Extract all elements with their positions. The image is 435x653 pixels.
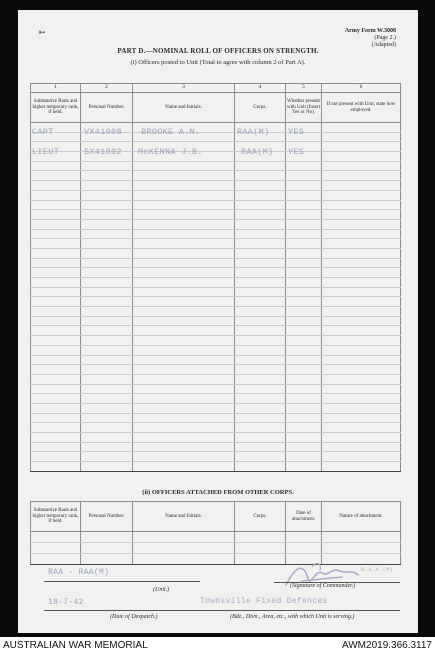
table-cell: [235, 287, 286, 297]
table-cell: [81, 423, 133, 433]
table-row: [31, 384, 401, 394]
table-row: [31, 355, 401, 365]
table-cell: [286, 423, 322, 433]
table-cell: [81, 365, 133, 375]
table-cell: [235, 413, 286, 423]
header-corps: Corps.: [235, 502, 286, 532]
table-cell: [31, 258, 81, 268]
table-cell: [286, 219, 322, 229]
entry-name: McKENNA J.B.: [138, 147, 203, 157]
table-cell: [286, 248, 322, 258]
table-row: [31, 413, 401, 423]
table-cell: [31, 316, 81, 326]
table-cell: [133, 374, 235, 384]
header-employment: If not present with Unit, state how employed.: [322, 93, 401, 123]
table-cell: [81, 442, 133, 452]
table-cell: [133, 278, 235, 288]
table-cell: [31, 297, 81, 307]
table-cell: [133, 462, 235, 472]
form-page: [18, 10, 418, 633]
table-cell: [81, 384, 133, 394]
table-cell: [286, 365, 322, 375]
table-cell: [31, 307, 81, 317]
table-cell: [235, 239, 286, 249]
table-cell: [286, 384, 322, 394]
table-cell: [81, 219, 133, 229]
column-number: 1: [31, 84, 81, 93]
table-cell: [322, 123, 401, 133]
table-cell: [235, 258, 286, 268]
header-rank: Substantive Rank and higher temporary rank, if held.: [31, 502, 81, 532]
table-row: [31, 161, 401, 171]
table-cell: [31, 287, 81, 297]
table-cell: [235, 229, 286, 239]
table-row: [31, 462, 401, 472]
table-cell: [322, 365, 401, 375]
table-cell: [81, 374, 133, 384]
header-name: Name and Initials.: [133, 93, 235, 123]
table-cell: [81, 543, 133, 554]
table-cell: [286, 413, 322, 423]
table-cell: [235, 210, 286, 220]
table-cell: [235, 365, 286, 375]
table-cell: [322, 413, 401, 423]
date-handwritten: 18-7-42: [48, 598, 84, 607]
table-cell: [286, 278, 322, 288]
table-cell: [31, 365, 81, 375]
table-cell: [133, 326, 235, 336]
table-cell: [286, 200, 322, 210]
table-cell: [31, 326, 81, 336]
table-row: [31, 365, 401, 375]
table-cell: [81, 433, 133, 443]
header-corps: Corps.: [235, 93, 286, 123]
entry-number: SX41002: [84, 147, 122, 157]
table-cell: [31, 336, 81, 346]
table-cell: [322, 132, 401, 142]
column-number: 5: [286, 84, 322, 93]
table-row: [31, 326, 401, 336]
table-cell: [286, 462, 322, 472]
table-cell: [133, 532, 235, 543]
table-cell: [286, 297, 322, 307]
table-cell: [31, 190, 81, 200]
punch-hole-mark: ➳: [38, 27, 46, 37]
table-row: [31, 316, 401, 326]
table-cell: [81, 345, 133, 355]
table-cell: [81, 287, 133, 297]
table-cell: [322, 190, 401, 200]
table-cell: [31, 413, 81, 423]
table-cell: [322, 452, 401, 462]
table-cell: [286, 210, 322, 220]
form-adapted-note: (Adapted): [371, 42, 396, 48]
table-cell: [81, 181, 133, 191]
table-cell: [31, 433, 81, 443]
table-cell: [31, 394, 81, 404]
table-row: [31, 181, 401, 191]
table-cell: [235, 384, 286, 394]
table-cell: [133, 394, 235, 404]
table-cell: [133, 365, 235, 375]
table-cell: [133, 433, 235, 443]
column-number: 4: [235, 84, 286, 93]
table-cell: [235, 532, 286, 543]
table-cell: [31, 345, 81, 355]
table-cell: [235, 543, 286, 554]
table-cell: [31, 248, 81, 258]
table-cell: [286, 442, 322, 452]
table-cell: [286, 394, 322, 404]
table-cell: [133, 297, 235, 307]
formation-handwritten: Townsville Fixed Defences: [200, 597, 328, 606]
table-cell: [235, 345, 286, 355]
table-cell: [235, 423, 286, 433]
entry-rank: CAPT: [32, 127, 54, 137]
table-cell: [133, 200, 235, 210]
table-row: [31, 307, 401, 317]
table-cell: [235, 200, 286, 210]
table-row: [31, 374, 401, 384]
table-cell: [81, 229, 133, 239]
header-personal-number: Personal Number.: [81, 93, 133, 123]
table-cell: [31, 171, 81, 181]
institution-name: AUSTRALIAN WAR MEMORIAL: [3, 640, 148, 651]
table-cell: [322, 374, 401, 384]
entry-name: BROOKE A.N.: [141, 127, 201, 137]
table-cell: [31, 452, 81, 462]
table-row: [31, 442, 401, 452]
table-cell: [235, 219, 286, 229]
table-cell: [286, 452, 322, 462]
table-cell: [133, 316, 235, 326]
table-cell: [31, 239, 81, 249]
table-cell: [286, 171, 322, 181]
table-cell: [235, 268, 286, 278]
table-row: [31, 200, 401, 210]
table-cell: [286, 336, 322, 346]
entry-corps: RAA(M): [241, 147, 274, 157]
table-cell: [322, 316, 401, 326]
table-cell: [322, 171, 401, 181]
table-cell: [81, 200, 133, 210]
table-row: [31, 452, 401, 462]
table-cell: [31, 229, 81, 239]
table-cell: [31, 200, 81, 210]
table-row: [31, 287, 401, 297]
table-row: [31, 403, 401, 413]
table-cell: [133, 229, 235, 239]
table-cell: [286, 316, 322, 326]
table-cell: [235, 171, 286, 181]
table-cell: [81, 258, 133, 268]
table-cell: [322, 210, 401, 220]
table-cell: [235, 326, 286, 336]
table-cell: [322, 200, 401, 210]
table-cell: [235, 316, 286, 326]
table-cell: [133, 413, 235, 423]
table-cell: [81, 462, 133, 472]
table-row: [31, 433, 401, 443]
table-cell: [322, 423, 401, 433]
table-cell: [31, 268, 81, 278]
part-title: PART D.—NOMINAL ROLL OF OFFICERS ON STRENGTH.: [117, 47, 319, 55]
table-cell: [235, 442, 286, 452]
table-row: [31, 345, 401, 355]
table-cell: [322, 142, 401, 152]
table-row: [31, 248, 401, 258]
table-cell: [133, 258, 235, 268]
table-cell: [235, 307, 286, 317]
table-cell: [31, 355, 81, 365]
table-cell: [322, 394, 401, 404]
table-cell: [81, 161, 133, 171]
form-name: Army Form W.3008: [344, 28, 396, 34]
column-number: 6: [322, 84, 401, 93]
table-cell: [286, 268, 322, 278]
table-cell: [133, 307, 235, 317]
table-cell: [322, 181, 401, 191]
table-row: [31, 278, 401, 288]
table-row: [31, 336, 401, 346]
table-cell: [235, 554, 286, 565]
header-rank: Substantive Rank and higher temporary rank, if held.: [31, 93, 81, 123]
table-cell: [235, 181, 286, 191]
table-cell: [31, 403, 81, 413]
table-cell: [81, 248, 133, 258]
header-present: Whether present with Unit (Insert Yes or No).: [286, 93, 322, 123]
table-cell: [81, 210, 133, 220]
table-cell: [81, 190, 133, 200]
table-cell: [81, 532, 133, 543]
table-cell: [322, 355, 401, 365]
table-row: [31, 219, 401, 229]
table-cell: [133, 452, 235, 462]
table-cell: [286, 345, 322, 355]
table-cell: [81, 394, 133, 404]
table-row: [31, 532, 401, 543]
table-cell: [31, 374, 81, 384]
table-cell: [235, 248, 286, 258]
table-cell: [322, 258, 401, 268]
table-cell: [31, 181, 81, 191]
table-cell: [133, 161, 235, 171]
table-cell: [286, 403, 322, 413]
table-cell: [322, 248, 401, 258]
table-cell: [286, 326, 322, 336]
table-cell: [133, 268, 235, 278]
table-cell: [322, 239, 401, 249]
formation-line: [198, 610, 400, 611]
unit-line: [44, 581, 200, 582]
unit-label: (Unit.): [153, 587, 170, 593]
table-cell: [286, 229, 322, 239]
unit-handwritten: RAA - RAA(M): [48, 568, 110, 577]
table-cell: [322, 152, 401, 162]
header-date-attachment: Date of attachment.: [286, 502, 322, 532]
table-cell: [133, 384, 235, 394]
table-cell: [133, 336, 235, 346]
table-cell: [235, 297, 286, 307]
table-row: [31, 171, 401, 181]
entry-number: VX41008: [84, 127, 122, 137]
table-cell: [81, 403, 133, 413]
column-number: 3: [133, 84, 235, 93]
table-cell: [322, 297, 401, 307]
table-cell: [133, 210, 235, 220]
table-cell: [31, 278, 81, 288]
table-cell: [81, 355, 133, 365]
table-cell: [322, 532, 401, 543]
attached-officers-table: [30, 501, 401, 565]
commander-rank-note: R.A.A (M): [361, 566, 394, 573]
table-cell: [322, 161, 401, 171]
form-identifier: [345, 28, 396, 49]
table-cell: [31, 423, 81, 433]
table-cell: [322, 403, 401, 413]
table-cell: [235, 374, 286, 384]
table-cell: [31, 442, 81, 452]
table-cell: [133, 345, 235, 355]
table-cell: [286, 433, 322, 443]
table-cell: [133, 190, 235, 200]
header-name: Name and Initials.: [133, 502, 235, 532]
entry-corps: RAA(M): [237, 127, 270, 137]
table-cell: [286, 190, 322, 200]
table-cell: [235, 394, 286, 404]
table-cell: [235, 336, 286, 346]
table-cell: [133, 403, 235, 413]
table-cell: [235, 452, 286, 462]
table-cell: [235, 433, 286, 443]
table-cell: [81, 171, 133, 181]
table-row: [31, 543, 401, 554]
table-cell: [81, 239, 133, 249]
table-cell: [322, 433, 401, 443]
table-cell: [286, 258, 322, 268]
table-cell: [322, 384, 401, 394]
table-cell: [322, 442, 401, 452]
table-cell: [235, 355, 286, 365]
table-cell: [81, 307, 133, 317]
table-cell: [322, 229, 401, 239]
table-cell: [81, 336, 133, 346]
table-cell: [81, 554, 133, 565]
table-row: [31, 190, 401, 200]
table-row: [31, 258, 401, 268]
table-cell: [286, 287, 322, 297]
table-cell: [31, 554, 81, 565]
table-cell: [286, 239, 322, 249]
table-cell: [322, 287, 401, 297]
entry-present: YES: [288, 127, 305, 137]
date-line: [44, 610, 200, 611]
accession-number: AWM2019.366.3117: [341, 640, 432, 651]
table-row: [31, 423, 401, 433]
table-cell: [322, 336, 401, 346]
table-cell: [31, 543, 81, 554]
table-cell: [133, 554, 235, 565]
table-cell: [81, 316, 133, 326]
table-cell: [133, 423, 235, 433]
table-cell: [133, 239, 235, 249]
table-cell: [322, 307, 401, 317]
officers-on-strength-table: [30, 83, 401, 472]
table-cell: [133, 181, 235, 191]
table-cell: [133, 442, 235, 452]
table-cell: [286, 181, 322, 191]
table-cell: [81, 297, 133, 307]
table-row: [31, 268, 401, 278]
table-cell: [322, 543, 401, 554]
table-cell: [81, 326, 133, 336]
table-cell: [235, 403, 286, 413]
table-cell: [235, 161, 286, 171]
entry-rank: LIEUT: [32, 147, 60, 157]
form-page-number: (Page 2.): [374, 35, 396, 41]
column-number: 2: [81, 84, 133, 93]
table-cell: [322, 345, 401, 355]
table-cell: [322, 462, 401, 472]
table-cell: [133, 248, 235, 258]
table-cell: [286, 307, 322, 317]
table-cell: [235, 278, 286, 288]
table-cell: [322, 268, 401, 278]
formation-label: (Bde., Divn., Area, etc., with which Unit is serving.): [230, 614, 355, 620]
table-cell: [235, 190, 286, 200]
header-personal-number: Personal Number.: [81, 502, 133, 532]
table-cell: [31, 161, 81, 171]
table-cell: [81, 278, 133, 288]
section1-title: (i) Officers posted to Unit (Total to agree with column 2 of Part A).: [130, 59, 306, 66]
table-row: [31, 229, 401, 239]
table-row: [31, 297, 401, 307]
table-cell: [31, 532, 81, 543]
commander-label: (Signature of Commander.): [290, 583, 356, 589]
section2-title: (ii) OFFICERS ATTACHED FROM OTHER CORPS.: [142, 489, 294, 496]
archive-footer: [0, 637, 435, 653]
table-cell: [322, 278, 401, 288]
table-cell: [81, 413, 133, 423]
entry-present: YES: [288, 147, 305, 157]
table-cell: [322, 326, 401, 336]
table-cell: [81, 452, 133, 462]
table-cell: [31, 210, 81, 220]
date-label: (Date of Despatch.): [110, 614, 158, 620]
table-cell: [31, 384, 81, 394]
table-cell: [286, 543, 322, 554]
table-row: [31, 210, 401, 220]
table-cell: [81, 268, 133, 278]
table-row: [31, 239, 401, 249]
table-cell: [286, 532, 322, 543]
table-cell: [133, 171, 235, 181]
table-cell: [31, 219, 81, 229]
table-cell: [133, 287, 235, 297]
header-nature-attachment: Nature of attachment.: [322, 502, 401, 532]
table-cell: [133, 355, 235, 365]
table-cell: [133, 219, 235, 229]
table-cell: [31, 462, 81, 472]
table-row: [31, 394, 401, 404]
table-cell: [235, 462, 286, 472]
table-cell: [286, 161, 322, 171]
table-cell: [286, 355, 322, 365]
table-cell: [133, 543, 235, 554]
table-cell: [322, 219, 401, 229]
table-cell: [286, 374, 322, 384]
